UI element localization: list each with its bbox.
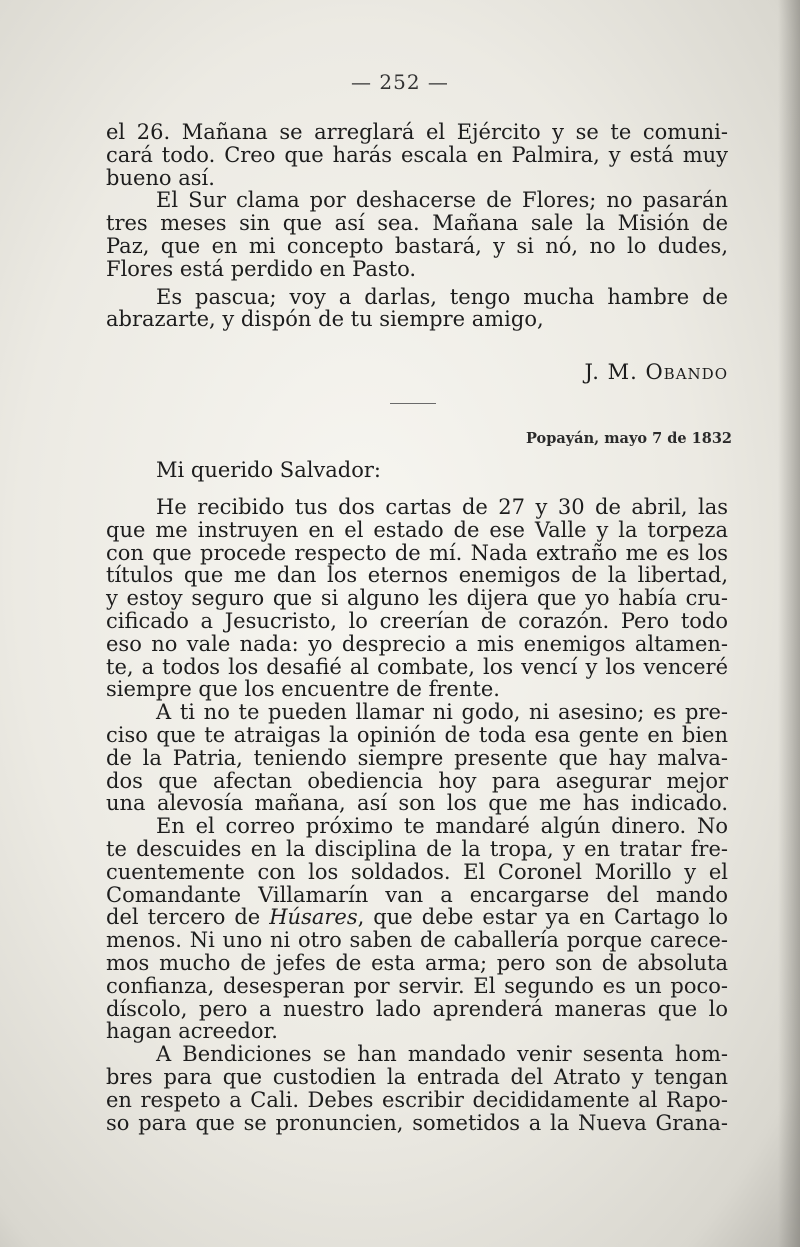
dateline: Popayán, mayo 7 de 1832 <box>526 430 732 447</box>
text-line: te descuides en la disciplina de la tropa, y en tratar fre- <box>106 836 728 861</box>
text-fragment: del tercero de <box>106 905 270 930</box>
text-line: cuentemente con los soldados. El Coronel Morillo y el <box>106 859 728 884</box>
text-line: Comandante Villamarín van a encargarse del mando <box>106 882 728 907</box>
italic-word: Húsares <box>269 905 358 930</box>
text-line: y estoy seguro que si alguno les dijera que yo había cru- <box>106 586 728 611</box>
text-line: so para que se pronuncien, sometidos a la Nueva Grana- <box>106 1110 728 1135</box>
text-line: hagan acreedor. <box>106 1019 278 1044</box>
text-line-with-italic <box>106 906 728 929</box>
letter-body-main <box>106 496 728 1134</box>
text-line: cificado a Jesucristo, lo creerían de corazón. Pero todo <box>106 608 728 633</box>
page-number: — 252 — <box>351 70 449 94</box>
text-line: bres para que custodien la entrada del Atrato y tengan <box>106 1064 728 1089</box>
signature <box>584 360 728 384</box>
text-line: cará todo. Creo que harás escala en Palmira, y está muy <box>106 142 728 167</box>
signature-surname: Obando <box>645 360 728 384</box>
page-edge-shadow <box>778 0 800 1247</box>
section-divider <box>390 403 436 404</box>
text-line: abrazarte, y dispón de tu siempre amigo, <box>106 307 544 332</box>
text-line: Flores está perdido en Pasto. <box>106 256 417 281</box>
text-line: Es pascua; voy a darlas, tengo mucha hambre de <box>156 284 728 309</box>
text-fragment: , que debe estar ya en Cartago lo <box>357 905 728 930</box>
text-line: el 26. Mañana se arreglará el Ejército y se te comuni- <box>106 120 728 144</box>
text-line: títulos que me dan los eternos enemigos de la libertad, <box>106 563 728 588</box>
text-line: de la Patria, teniendo siempre presente que hay malva- <box>106 745 728 770</box>
text-line: que me instruyen en el estado de ese Valle y la torpeza <box>106 517 728 542</box>
text-line: ciso que te atraigas la opinión de toda esa gente en bien <box>106 722 728 747</box>
text-line: El Sur clama por deshacerse de Flores; no pasarán <box>156 188 728 213</box>
text-line: tres meses sin que así sea. Mañana sale la Misión de <box>106 211 728 236</box>
text-line: A ti no te pueden llamar ni godo, ni asesino; es pre- <box>156 700 728 725</box>
text-line: A Bendiciones se han mandado venir sesenta hom- <box>156 1042 728 1067</box>
text-line: con que procede respecto de mí. Nada extraño me es los <box>106 540 728 565</box>
text-line: menos. Ni uno ni otro saben de caballería porque carece- <box>106 928 728 953</box>
letter-body-top <box>106 121 728 331</box>
text-line: En el correo próximo te mandaré algún dinero. No <box>156 814 728 839</box>
text-line: dos que afectan obediencia hoy para asegurar mejor <box>106 768 728 793</box>
text-line: eso no vale nada: yo desprecio a mis enemigos altamen- <box>106 631 728 656</box>
text-line: bueno así. <box>106 165 215 190</box>
text-line: una alevosía mañana, así son los que me has indicado. <box>106 791 728 816</box>
text-line: en respeto a Cali. Debes escribir decididamente al Rapo- <box>106 1087 728 1112</box>
salutation: Mi querido Salvador: <box>156 458 382 482</box>
text-line: He recibido tus dos cartas de 27 y 30 de abril, las <box>156 495 728 519</box>
signature-initials: J. M. <box>584 360 638 384</box>
text-line: díscolo, pero a nuestro lado aprenderá maneras que lo <box>106 996 728 1021</box>
text-line: Paz, que en mi concepto bastará, y si nó, no lo dudes, <box>106 233 728 258</box>
text-line: confianza, desesperan por servir. El segundo es un poco- <box>106 973 728 998</box>
text-line: te, a todos los desafié al combate, los vencí y los venceré <box>106 654 728 679</box>
text-line: mos mucho de jefes de esta arma; pero son de absoluta <box>106 950 728 975</box>
text-line: siempre que los encuentre de frente. <box>106 677 500 702</box>
